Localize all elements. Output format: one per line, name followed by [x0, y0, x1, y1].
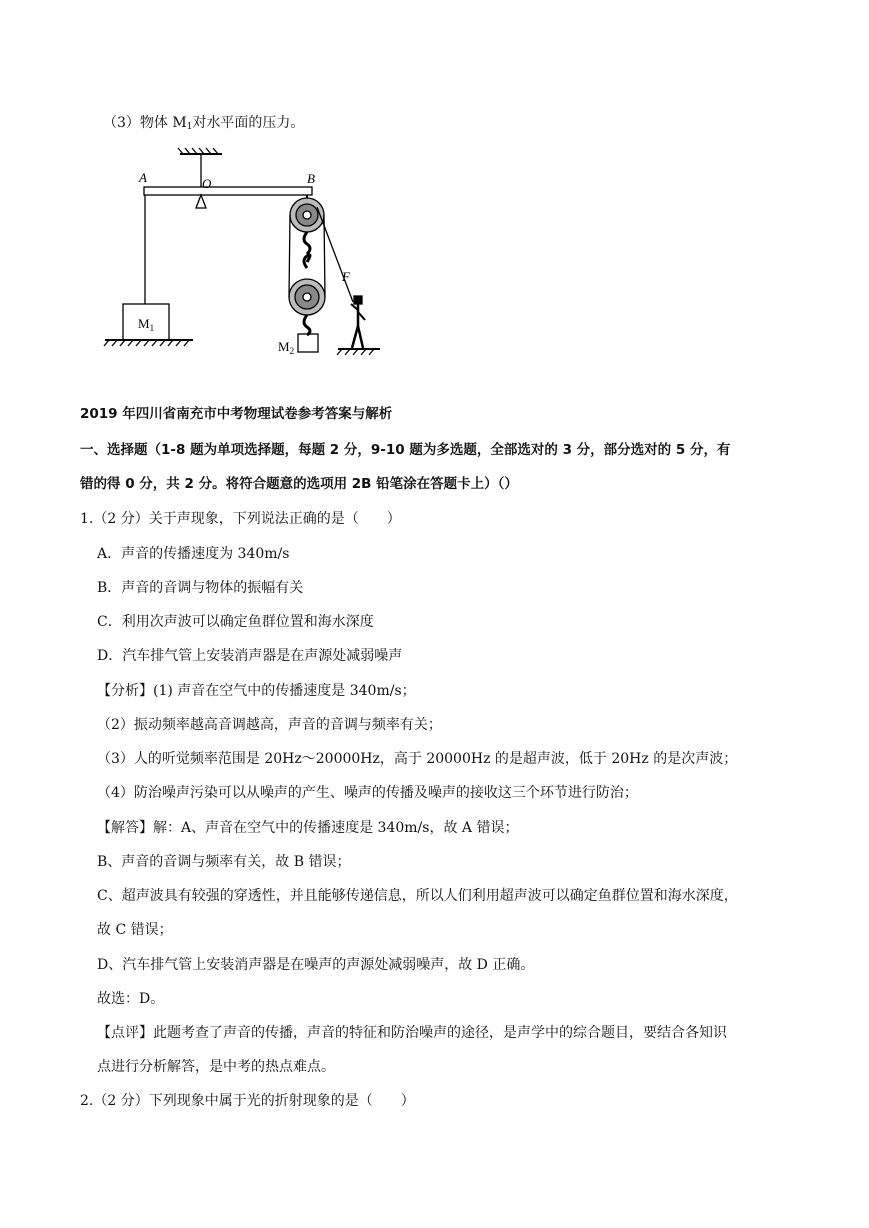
q1-comment-2: 点进行分析解答，是中考的热点难点。: [97, 1059, 335, 1075]
q3-prefix: （3）物体 M: [103, 115, 187, 131]
q1-solution-4: 故 C 错误；: [97, 922, 173, 938]
q1-analysis-2: （2）振动频率越高音调越高，声音的音调与频率有关；: [97, 717, 442, 733]
q1-option-a: A．声音的传播速度为 340m/s: [97, 546, 290, 562]
answer-title: 2019 年四川省南充市中考物理试卷参考答案与解析: [80, 406, 393, 422]
q1-option-d: D．汽车排气管上安装消声器是在声源处减弱噪声: [97, 648, 403, 664]
q1-analysis-1: 【分析】(1) 声音在空气中的传播速度是 340m/s；: [97, 683, 416, 699]
label-f: F: [342, 269, 350, 284]
q1-solution-1: 【解答】解：A、声音在空气中的传播速度是 340m/s，故 A 错误；: [97, 820, 519, 836]
q1-solution-2: B、声音的音调与频率有关，故 B 错误；: [97, 854, 351, 870]
q3-line: [103, 114, 304, 136]
q2-stem: 2.（2 分）下列现象中属于光的折射现象的是（ ）: [80, 1093, 415, 1109]
q3-sub: 1: [186, 122, 193, 132]
section1-line1: 一、选择题（1-8 题为单项选择题，每题 2 分，9-10 题为多选题，全部选对的 3 分，部分选对的 5 分，有: [80, 442, 731, 458]
lever-pulley-figure: [95, 140, 395, 365]
q1-solution-5: D、汽车排气管上安装消声器是在噪声的声源处减弱噪声，故 D 正确。: [97, 957, 535, 973]
label-a: A: [139, 170, 147, 185]
label-m2: M: [278, 339, 290, 354]
q1-comment-1: 【点评】此题考查了声音的传播，声音的特征和防治噪声的途径，是声学中的综合题目，要结合各知识: [97, 1025, 727, 1041]
q1-option-b: B．声音的音调与物体的振幅有关: [97, 580, 304, 596]
svg-text:M2: [278, 339, 294, 356]
label-o: O: [202, 176, 212, 191]
q3-suffix: 对水平面的压力。: [192, 115, 305, 131]
q1-option-c: C．利用次声波可以确定鱼群位置和海水深度: [97, 614, 374, 630]
q1-stem: 1.（2 分）关于声现象，下列说法正确的是（ ）: [80, 511, 401, 527]
label-m1: M: [138, 316, 150, 331]
label-m1-sub: 1: [149, 323, 155, 333]
q1-solution-6: 故选：D。: [97, 991, 165, 1007]
section1-line2: 错的得 0 分，共 2 分。将符合题意的选项用 2B 铅笔涂在答题卡上）（）: [80, 476, 518, 492]
label-m2-sub: 2: [289, 346, 295, 356]
svg-text:M1: [138, 316, 154, 333]
q1-analysis-3: （3）人的听觉频率范围是 20Hz～20000Hz，高于 20000Hz 的是超声波，低于 20Hz 的是次声波；: [97, 751, 738, 767]
label-b: B: [307, 171, 315, 186]
q1-solution-3: C、超声波具有较强的穿透性，并且能够传递信息，所以人们利用超声波可以确定鱼群位置和海水深度，: [97, 888, 738, 904]
q1-analysis-4: （4）防治噪声污染可以从噪声的产生、噪声的传播及噪声的接收这三个环节进行防治；: [97, 785, 638, 801]
